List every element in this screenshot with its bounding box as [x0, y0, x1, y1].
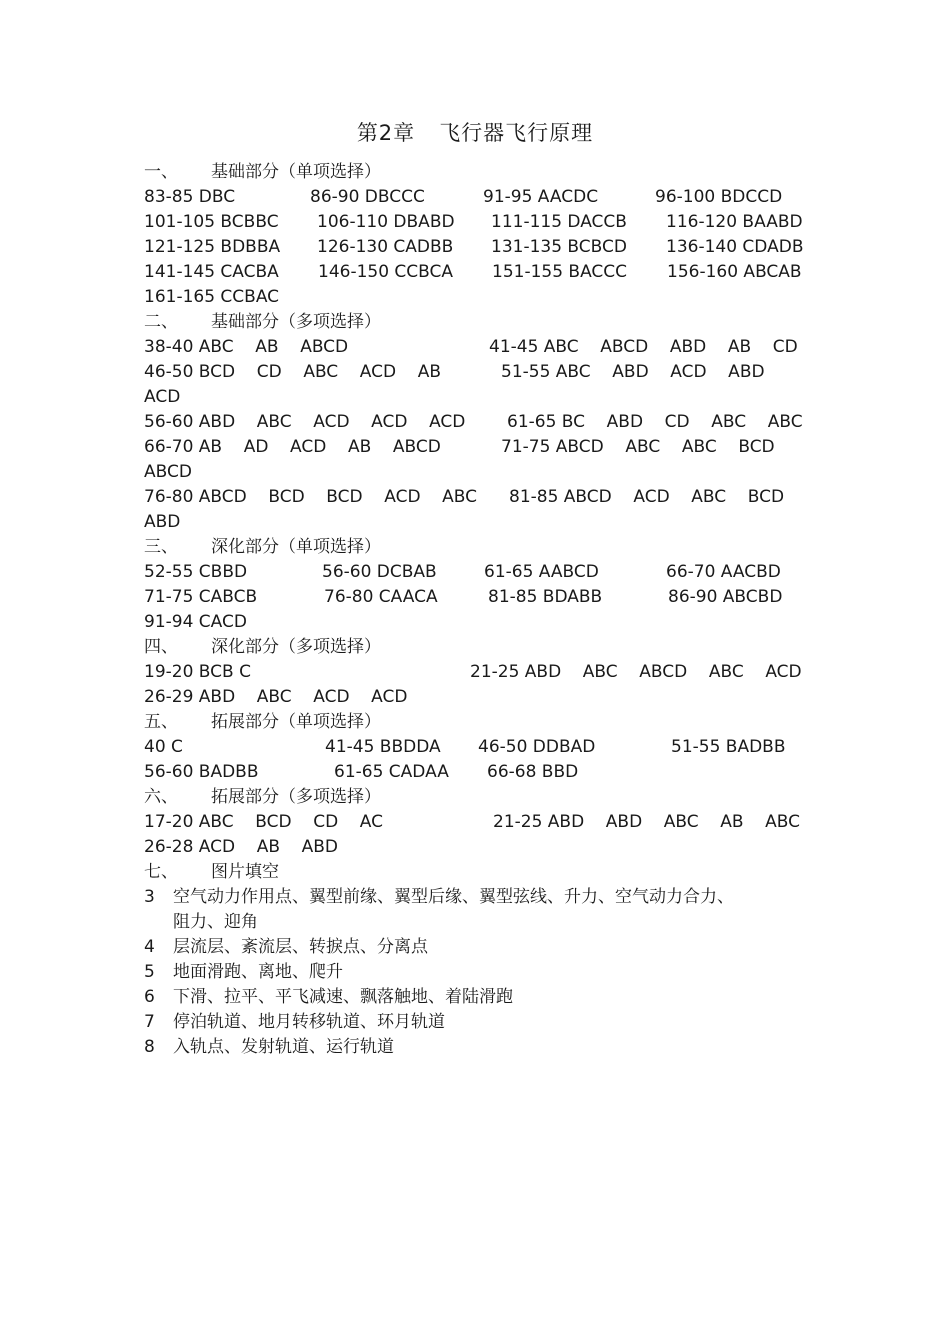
fill-item-number: 5: [144, 962, 155, 982]
answer-group: 46-50 BCD CD ABC ACD AB: [144, 362, 441, 382]
fill-item-number: 4: [144, 937, 155, 957]
answer-group: ABCD: [144, 462, 192, 482]
section-title: 拓展部分（单项选择）: [211, 712, 381, 732]
answer-row: [144, 410, 824, 435]
chapter-name: 飞行器飞行原理: [439, 121, 594, 145]
answer-group: 46-50 DDBAD: [478, 737, 596, 757]
answer-group: 19-20 BCB C: [144, 662, 251, 682]
answer-group: 141-145 CACBA: [144, 262, 279, 282]
chapter-title: [0, 119, 950, 147]
answer-group: 121-125 BDBBA: [144, 237, 281, 257]
section-heading: [144, 785, 824, 810]
answer-group: 71-75 ABCD ABC ABC BCD: [501, 437, 775, 457]
answer-row: [144, 185, 824, 210]
answer-row: [144, 360, 824, 385]
answer-group: 41-45 ABC ABCD ABD AB CD: [489, 337, 798, 357]
answer-row: [144, 735, 824, 760]
answer-group: 161-165 CCBAC: [144, 287, 280, 307]
answer-row: [144, 460, 824, 485]
section-number: 五、: [144, 712, 178, 732]
answer-group: 61-65 CADAA: [334, 762, 449, 782]
answer-row: [144, 585, 824, 610]
fill-item-line: [144, 935, 824, 960]
answer-group: 41-45 BBDDA: [325, 737, 441, 757]
answer-group: 86-90 ABCBD: [668, 587, 783, 607]
answer-group: 56-60 BADBB: [144, 762, 259, 782]
answer-row: [144, 435, 824, 460]
answer-group: 38-40 ABC AB ABCD: [144, 337, 349, 357]
answer-row: [144, 285, 824, 310]
section-title: 基础部分（多项选择）: [211, 312, 381, 332]
section-heading: [144, 535, 824, 560]
fill-item-number: 3: [144, 887, 155, 907]
section-number: 六、: [144, 787, 178, 807]
answer-group: 136-140 CDADB: [666, 237, 804, 257]
section-heading: [144, 310, 824, 335]
answer-row: [144, 210, 824, 235]
answer-group: 51-55 ABC ABD ACD ABD: [501, 362, 765, 382]
answer-group: 61-65 BC ABD CD ABC ABC: [507, 412, 803, 432]
section-number: 一、: [144, 162, 178, 182]
answer-row: [144, 810, 824, 835]
fill-item-answer: 阻力、迎角: [173, 912, 258, 932]
section-heading: [144, 160, 824, 185]
answer-group: 66-70 AACBD: [666, 562, 781, 582]
fill-item-answer: 下滑、拉平、平飞减速、飘落触地、着陆滑跑: [173, 987, 513, 1007]
answer-row: [144, 760, 824, 785]
answer-group: 56-60 DCBAB: [322, 562, 437, 582]
answer-group: 91-95 AACDC: [483, 187, 599, 207]
answer-group: 76-80 CAACA: [324, 587, 438, 607]
answer-content: [144, 160, 824, 1060]
section-title: 图片填空: [211, 862, 279, 882]
answer-row: [144, 560, 824, 585]
section-heading: [144, 710, 824, 735]
fill-item-number: 7: [144, 1012, 155, 1032]
answer-row: [144, 235, 824, 260]
fill-item-line: [144, 910, 824, 935]
section-title: 深化部分（单项选择）: [211, 537, 381, 557]
answer-row: [144, 385, 824, 410]
section-heading: [144, 635, 824, 660]
fill-item-line: [144, 885, 824, 910]
fill-item-answer: 地面滑跑、离地、爬升: [173, 962, 343, 982]
answer-group: 52-55 CBBD: [144, 562, 248, 582]
answer-group: 66-68 BBD: [487, 762, 579, 782]
section-number: 二、: [144, 312, 178, 332]
answer-group: 71-75 CABCB: [144, 587, 258, 607]
fill-item-answer: 停泊轨道、地月转移轨道、环月轨道: [173, 1012, 445, 1032]
fill-item-line: [144, 1035, 824, 1060]
answer-group: 26-29 ABD ABC ACD ACD: [144, 687, 408, 707]
answer-group: 83-85 DBC: [144, 187, 236, 207]
answer-group: 126-130 CADBB: [317, 237, 454, 257]
answer-row: [144, 485, 824, 510]
answer-group: 146-150 CCBCA: [318, 262, 454, 282]
section-title: 基础部分（单项选择）: [211, 162, 381, 182]
section-title: 拓展部分（多项选择）: [211, 787, 381, 807]
section-number: 三、: [144, 537, 178, 557]
answer-group: 26-28 ACD AB ABD: [144, 837, 338, 857]
answer-group: 116-120 BAABD: [666, 212, 803, 232]
answer-group: 40 C: [144, 737, 183, 757]
answer-group: 96-100 BDCCD: [655, 187, 783, 207]
section-heading: [144, 860, 824, 885]
answer-group: ACD: [144, 387, 181, 407]
answer-group: 91-94 CACD: [144, 612, 247, 632]
answer-group: 81-85 ABCD ACD ABC BCD: [509, 487, 785, 507]
answer-group: 17-20 ABC BCD CD AC: [144, 812, 383, 832]
section-number: 四、: [144, 637, 178, 657]
fill-item-answer: 层流层、紊流层、转捩点、分离点: [173, 937, 428, 957]
chapter-number: 第2章: [356, 121, 416, 145]
fill-item-line: [144, 1010, 824, 1035]
answer-group: 131-135 BCBCD: [491, 237, 627, 257]
answer-group: 51-55 BADBB: [671, 737, 786, 757]
answer-row: [144, 610, 824, 635]
fill-item-answer: 空气动力作用点、翼型前缘、翼型后缘、翼型弦线、升力、空气动力合力、: [173, 887, 734, 907]
fill-item-line: [144, 985, 824, 1010]
answer-row: [144, 685, 824, 710]
answer-group: 61-65 AABCD: [484, 562, 599, 582]
answer-group: 111-115 DACCB: [491, 212, 627, 232]
answer-group: 56-60 ABD ABC ACD ACD ACD: [144, 412, 466, 432]
fill-item-number: 8: [144, 1037, 155, 1057]
answer-row: [144, 260, 824, 285]
answer-row: [144, 835, 824, 860]
answer-group: 86-90 DBCCC: [310, 187, 425, 207]
answer-group: 21-25 ABD ABD ABC AB ABC: [493, 812, 801, 832]
answer-group: 101-105 BCBBC: [144, 212, 279, 232]
answer-group: 156-160 ABCAB: [667, 262, 802, 282]
answer-group: ABD: [144, 512, 181, 532]
answer-group: 106-110 DBABD: [317, 212, 455, 232]
section-number: 七、: [144, 862, 178, 882]
answer-group: 21-25 ABD ABC ABCD ABC ACD: [470, 662, 802, 682]
section-title: 深化部分（多项选择）: [211, 637, 381, 657]
answer-group: 81-85 BDABB: [488, 587, 603, 607]
answer-group: 76-80 ABCD BCD BCD ACD ABC: [144, 487, 478, 507]
fill-item-answer: 入轨点、发射轨道、运行轨道: [173, 1037, 394, 1057]
answer-group: 66-70 AB AD ACD AB ABCD: [144, 437, 441, 457]
answer-row: [144, 660, 824, 685]
fill-item-number: 6: [144, 987, 155, 1007]
answer-row: [144, 335, 824, 360]
answer-group: 151-155 BACCC: [492, 262, 628, 282]
answer-row: [144, 510, 824, 535]
fill-item-line: [144, 960, 824, 985]
